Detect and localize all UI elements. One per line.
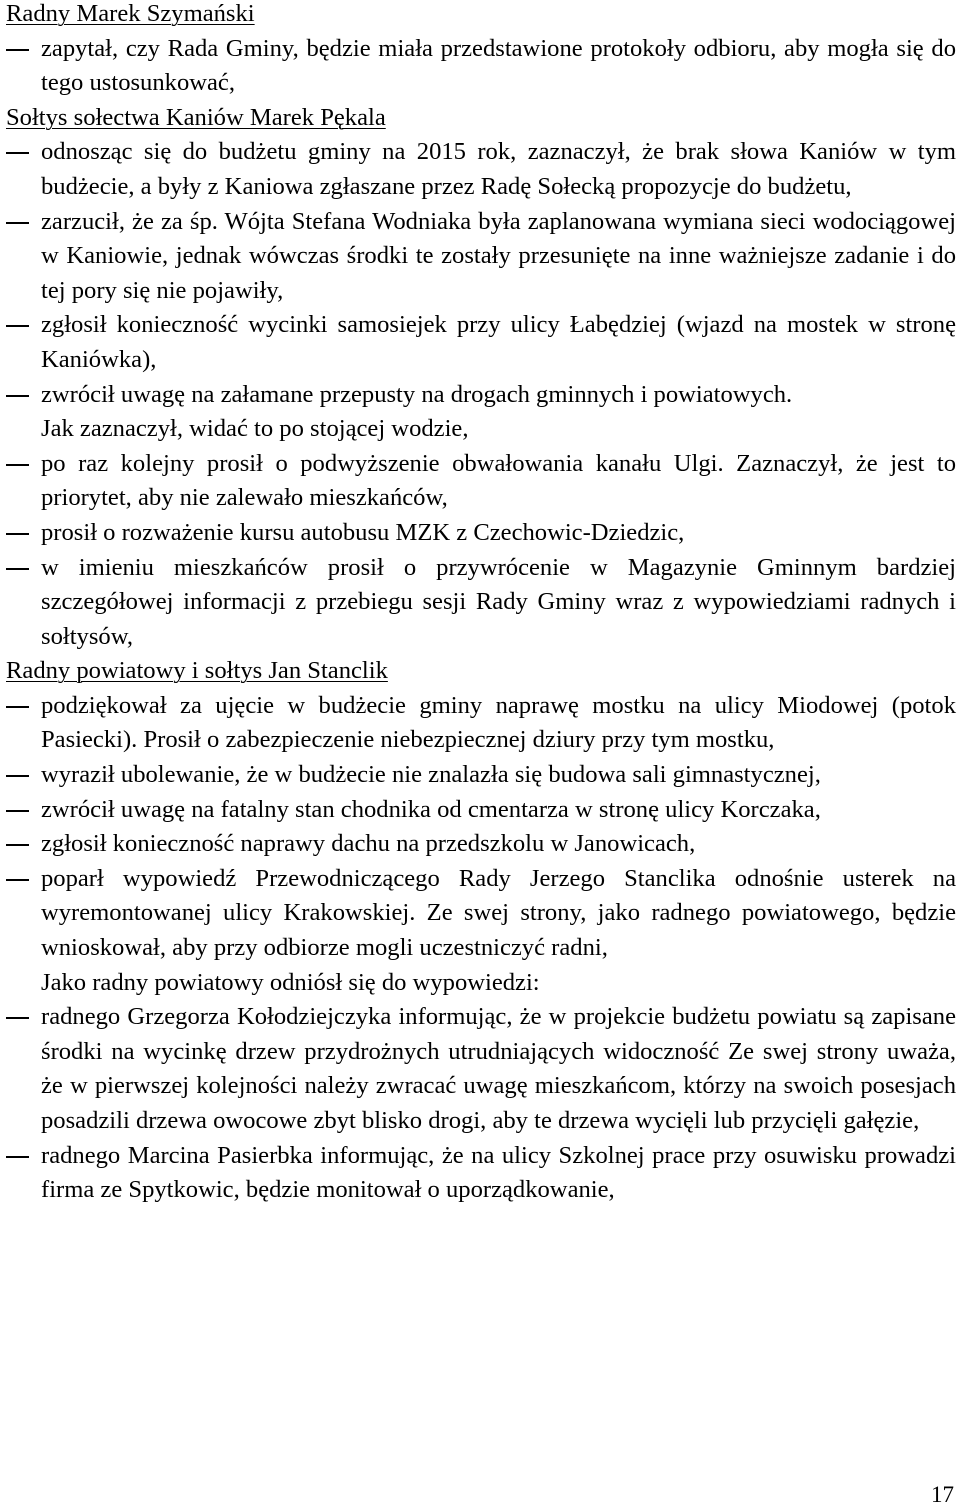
speaker-heading: Radny Marek Szymański <box>6 0 255 27</box>
continuation-note: Jak zaznaczył, widać to po stojącej wodzie, <box>41 415 469 443</box>
list-item: prosił o rozważenie kursu autobusu MZK z Czechowic-Dziedzic, <box>6 516 956 551</box>
speaker-heading: Sołtys sołectwa Kaniów Marek Pękala <box>6 103 386 131</box>
list-item: odnosząc się do budżetu gminy na 2015 rok, zaznaczył, że brak słowa Kaniów w tym budżecie, a były z Kaniowa zgłaszane przez Radę Sołecką propozycje do budżetu, <box>6 135 956 204</box>
list-item: poparł wypowiedź Przewodniczącego Rady Jerzego Stanclika odnośnie usterek na wyremontowanej ulicy Krakowskiej. Ze swej strony, jako radnego powiatowego, będzie wnioskował, aby przy odbiorze mogli uczestniczyć radni, <box>6 862 956 966</box>
list-item: zwrócił uwagę na fatalny stan chodnika od cmentarza w stronę ulicy Korczaka, <box>6 793 956 828</box>
list-item: zwrócił uwagę na załamane przepusty na drogach gminnych i powiatowych. <box>6 378 956 413</box>
page-number: 17 <box>931 1482 954 1507</box>
list-item: radnego Marcina Pasierbka informując, że na ulicy Szkolnej prace przy osuwisku prowadzi firma ze Spytkowic, będzie monitował o uporządkowanie, <box>6 1139 956 1208</box>
list-item: zgłosił konieczność naprawy dachu na przedszkolu w Janowicach, <box>6 827 956 862</box>
list-item: wyraził ubolewanie, że w budżecie nie znalazła się budowa sali gimnastycznej, <box>6 758 956 793</box>
speaker-heading: Radny powiatowy i sołtys Jan Stanclik <box>6 657 388 685</box>
list-item: zarzucił, że za śp. Wójta Stefana Wodniaka była zaplanowana wymiana sieci wodociągowej w Kaniowie, jednak wówczas środki te zostały przesunięte na inne ważniejsze zadanie i do tej pory się nie pojawiły, <box>6 205 956 309</box>
document-page <box>6 0 956 1208</box>
list-item: po raz kolejny prosił o podwyższenie obwałowania kanału Ulgi. Zaznaczył, że jest to priorytet, aby nie zalewało mieszkańców, <box>6 447 956 516</box>
list-item: w imieniu mieszkańców prosił o przywrócenie w Magazynie Gminnym bardziej szczegółowej informacji z przebiegu sesji Rady Gminy wraz z wypowiedziami radnych i sołtysów, <box>6 551 956 655</box>
continuation-note: Jako radny powiatowy odniósł się do wypowiedzi: <box>41 968 540 996</box>
list-item: zgłosił konieczność wycinki samosiejek przy ulicy Łabędziej (wjazd na mostek w stronę Kaniówka), <box>6 308 956 377</box>
list-item: podziękował za ujęcie w budżecie gminy naprawę mostku na ulicy Miodowej (potok Pasiecki). Prosił o zabezpieczenie niebezpiecznej dziury przy tym mostku, <box>6 689 956 758</box>
list-item: zapytał, czy Rada Gminy, będzie miała przedstawione protokoły odbioru, aby mogła się do tego ustosunkować, <box>6 32 956 101</box>
list-item: radnego Grzegorza Kołodziejczyka informując, że w projekcie budżetu powiatu są zapisane środki na wycinkę drzew przydrożnych utrudniających widoczność Ze swej strony uważa, że w pierwszej kolejności należy zwracać uwagę mieszkańcom, którzy na swoich posesjach posadzili drzewa owocowe zbyt blisko drogi, aby te drzewa wycięli lub przycięli gałęzie, <box>6 1000 956 1138</box>
